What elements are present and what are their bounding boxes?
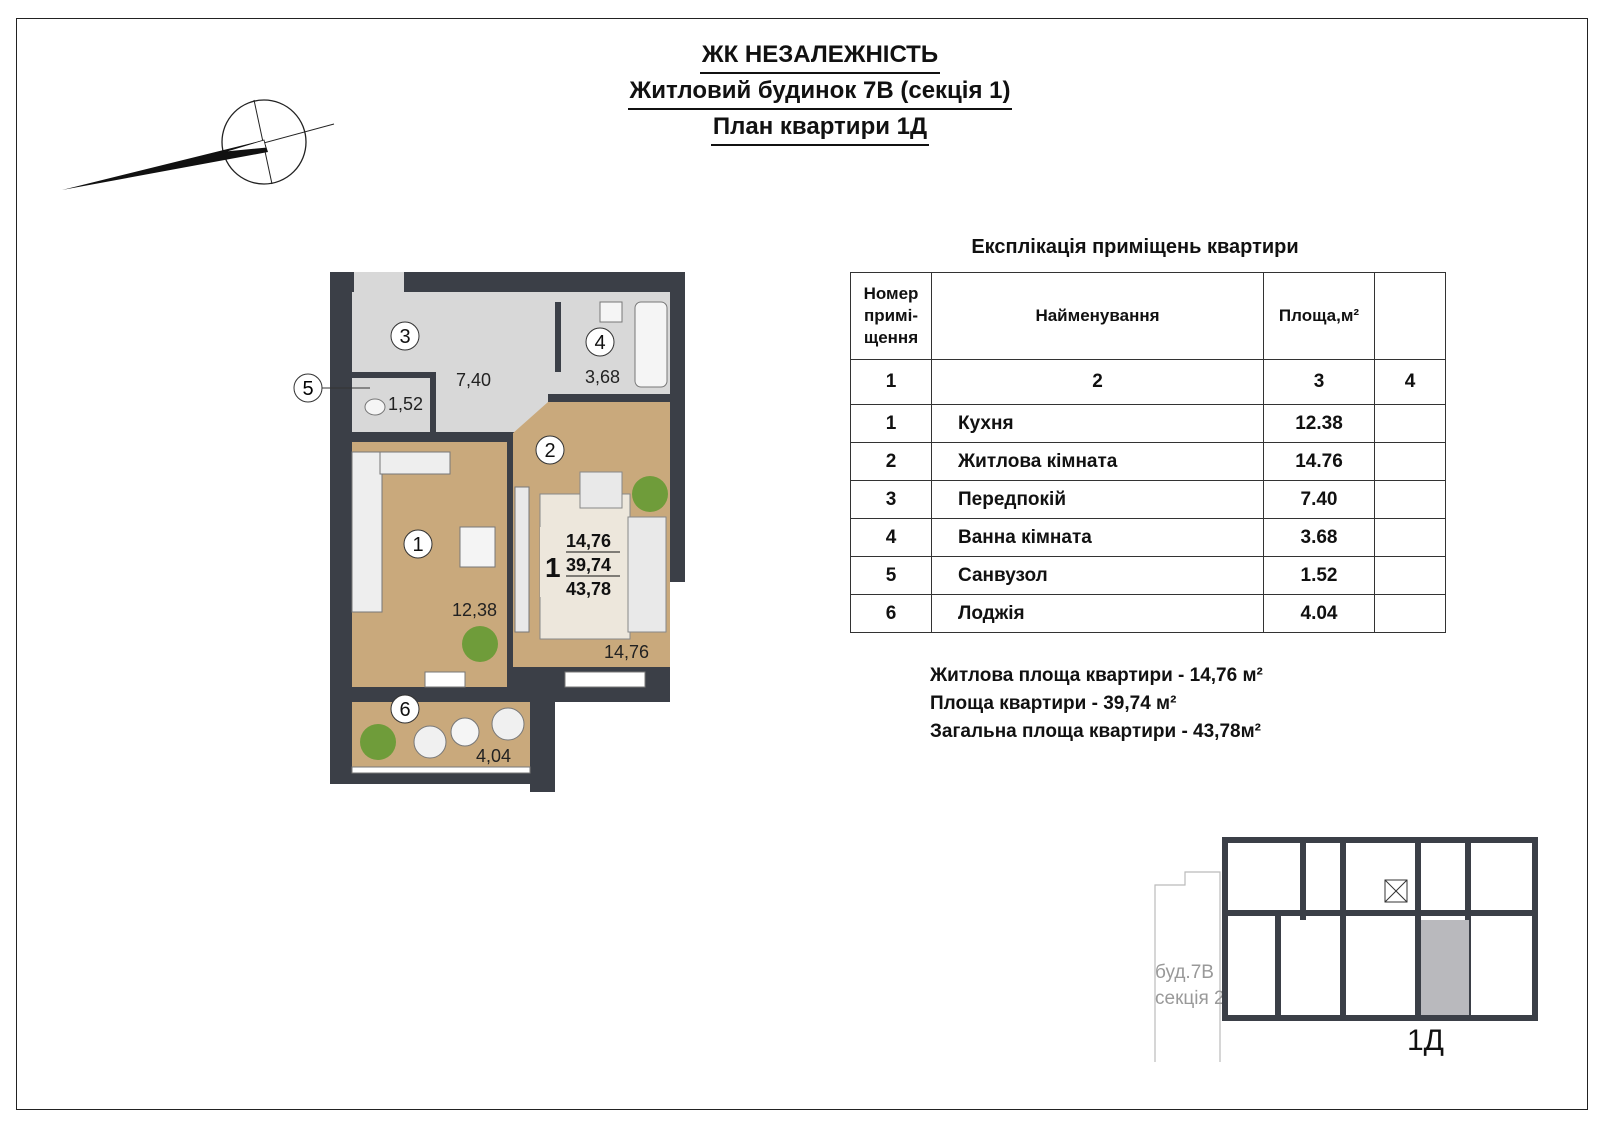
kitchen-counter [352,452,382,612]
area-loggia: 4,04 [476,746,512,766]
area-hall: 7,40 [456,370,492,390]
area-bath: 3,68 [585,367,621,387]
area-wc: 1,52 [388,394,424,414]
tv-stand [515,487,529,632]
project-title: ЖК НЕЗАЛЕЖНІСТЬ [700,38,940,74]
apartment-code: 1Д [1407,1024,1445,1057]
room-marker-6: 6 [399,699,411,721]
neighbor-label-section: секція 2 [1155,988,1225,1009]
room-marker-3: 3 [399,326,411,348]
building-title: Житловий будинок 7В (секція 1) [628,74,1013,110]
area-living: 14,76 [604,642,650,662]
dining-table [460,527,495,567]
summary-rooms: 1 [545,552,561,583]
north-arrow-icon [58,96,348,206]
bathtub [635,302,667,387]
table-row: 5 Санвузол 1.52 [851,557,1446,595]
room-marker-5-callout [292,372,372,406]
area-kitchen: 12,38 [452,600,498,620]
apartment-plan [330,272,690,792]
explication-table [850,272,1446,633]
armchair [580,472,622,508]
header-number: Номер примі- щення [851,273,932,360]
plant-icon [462,626,498,662]
header-extra [1375,273,1446,360]
apartment-area-total: Площа квартири - 39,74 м² [930,693,1177,714]
room-marker-2: 2 [544,440,556,462]
highlighted-apartment [1421,920,1469,1015]
summary-grand: 43,78 [566,579,612,599]
explication-title: Експлікація приміщень квартири [971,236,1299,258]
neighbor-label-building: буд.7В [1155,962,1214,983]
table-row: 6 Лоджія 4.04 [851,595,1446,633]
area-totals [930,662,1263,746]
col-number-4: 4 [1375,360,1446,405]
col-number-2: 2 [932,360,1264,405]
table-row: 3 Передпокій 7.40 [851,481,1446,519]
key-plan [1145,830,1545,1090]
summary-total: 39,74 [566,555,612,575]
header-name: Найменування [932,273,1264,360]
living-area-total: Житлова площа квартири - 14,76 м² [930,665,1263,686]
room-marker-4: 4 [594,332,606,354]
table-row: 4 Ванна кімната 3.68 [851,519,1446,557]
plant-icon [360,724,396,760]
grand-area-total: Загальна площа квартири - 43,78м² [930,721,1261,742]
sink [600,302,622,322]
summary-living: 14,76 [566,531,612,551]
plant-icon [632,476,668,512]
sofa [628,517,666,632]
room-marker-1: 1 [412,534,424,556]
col-number-1: 1 [851,360,932,405]
table-row: 2 Житлова кімната 14.76 [851,443,1446,481]
room-marker-5: 5 [302,378,314,400]
header-area: Площа,м² [1264,273,1375,360]
col-number-3: 3 [1264,360,1375,405]
table-row: 1 Кухня 12.38 [851,405,1446,443]
plan-title: План квартири 1Д [711,110,929,146]
